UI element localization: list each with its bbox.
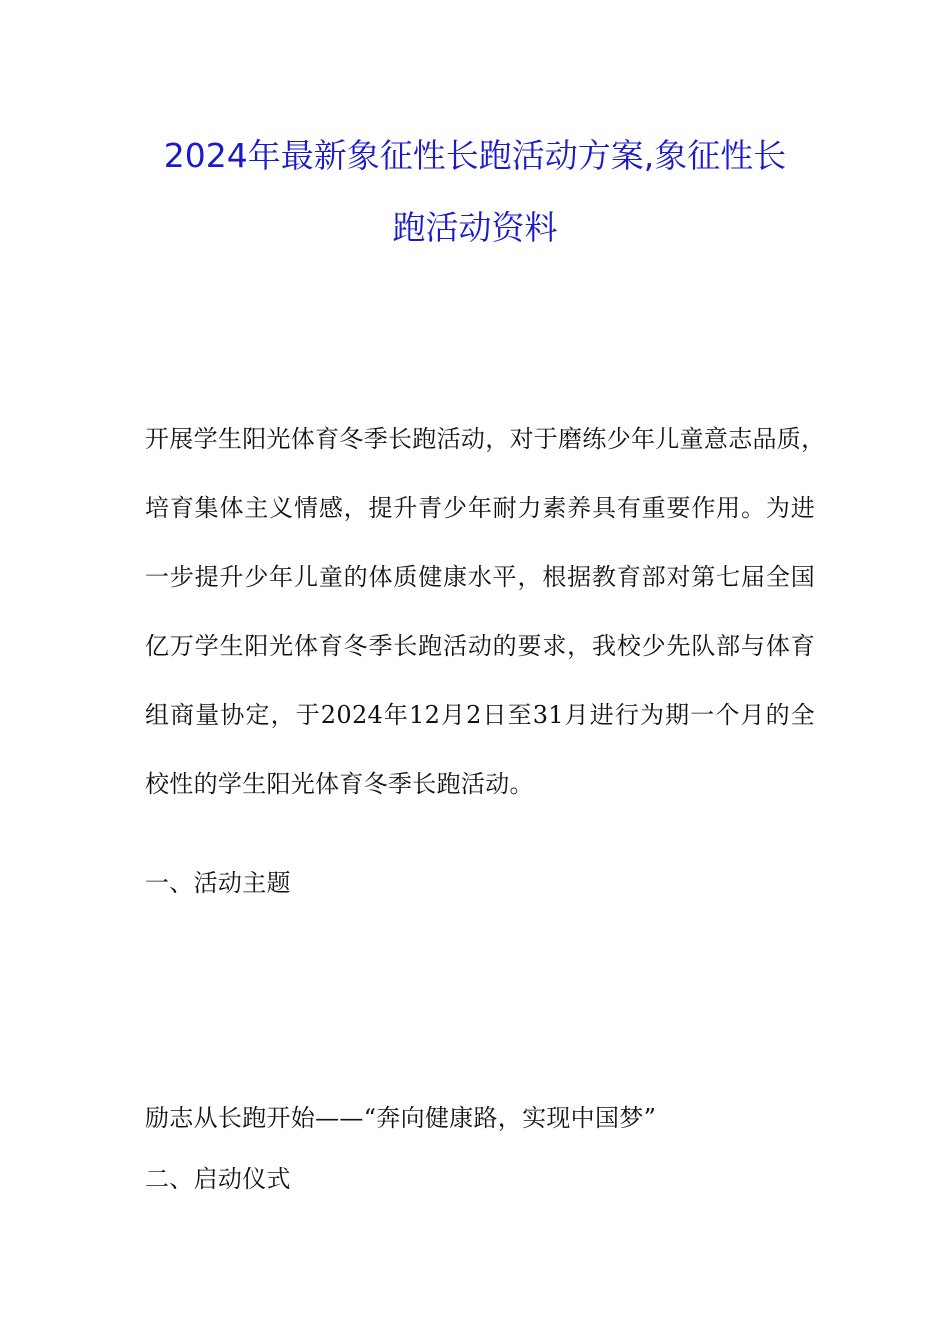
section-heading-launch: 二、启动仪式 <box>145 1165 291 1193</box>
intro-paragraph-line-3: 一步提升少年儿童的体质健康水平，根据教育部对第七届全国 <box>145 563 815 591</box>
intro-paragraph-line-2: 培育集体主义情感，提升青少年耐力素养具有重要作用。为进 <box>145 494 815 522</box>
intro-paragraph-line-6: 校性的学生阳光体育冬季长跑活动。 <box>145 770 534 798</box>
section-heading-theme: 一、活动主题 <box>145 869 291 897</box>
intro-paragraph-line-5: 组商量协定，于2024年12月2日至31月进行为期一个月的全 <box>145 701 815 729</box>
intro-paragraph-line-1: 开展学生阳光体育冬季长跑活动，对于磨练少年儿童意志品质， <box>145 425 826 453</box>
intro-paragraph-line-4: 亿万学生阳光体育冬季长跑活动的要求，我校少先队部与体育 <box>145 632 815 660</box>
section-body-theme: 励志从长跑开始——“奔向健康路，实现中国梦” <box>145 1104 657 1132</box>
document-title-line-1: 2024年最新象征性长跑活动方案,象征性长 <box>163 136 787 175</box>
document-title-line-2: 跑活动资料 <box>392 208 558 247</box>
